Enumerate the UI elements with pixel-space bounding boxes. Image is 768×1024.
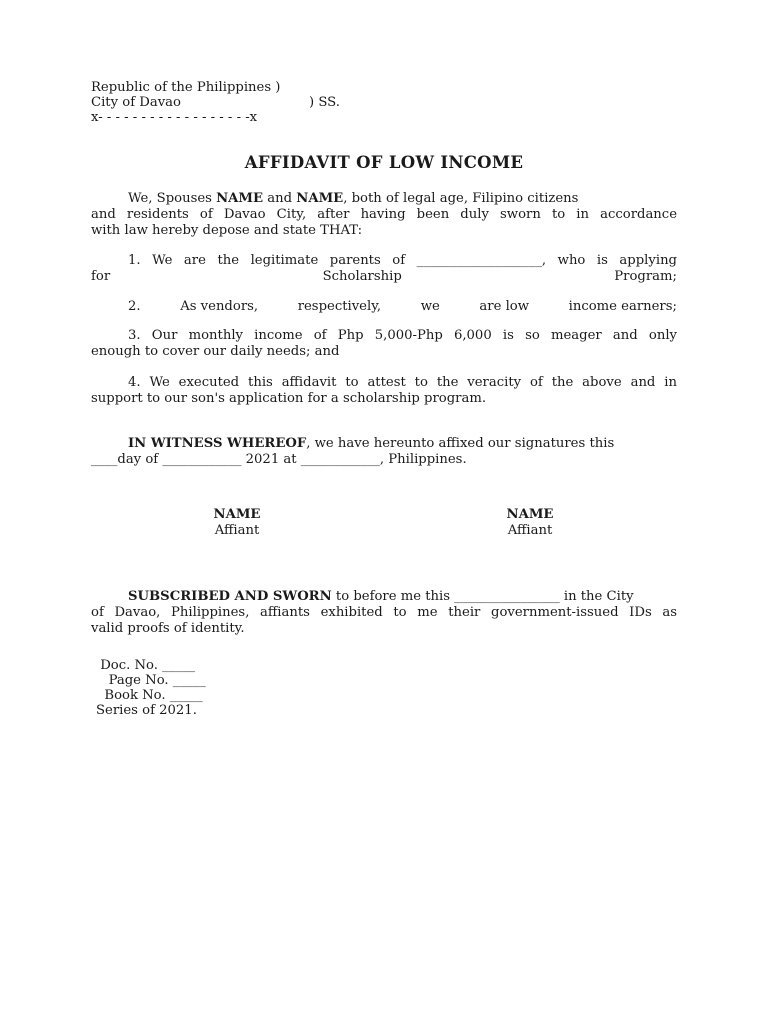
sworn-paragraph <box>91 589 677 637</box>
item-3-line-2: enough to cover our daily needs; and <box>91 344 340 359</box>
venue-city: City of Davao <box>91 95 181 110</box>
item-1-scholarship: Scholarship <box>322 269 402 284</box>
item-4 <box>91 375 677 407</box>
affiant-role-1: Affiant <box>214 523 260 538</box>
sworn-line-1 <box>91 589 677 605</box>
item-1-line-2 <box>91 269 677 285</box>
venue-separator: x- - - - - - - - - - - - - - - - - -x <box>91 110 258 125</box>
intro-line-2: and residents of Davao City, after having been duly sworn to in accordance <box>91 207 677 222</box>
item-4-line-2: support to our son's application for a scholarship program. <box>91 391 487 406</box>
item-3 <box>91 328 677 360</box>
affiant-role-2: Affiant <box>507 523 553 538</box>
spouse-name-2: NAME <box>296 191 344 206</box>
venue-block <box>91 80 411 125</box>
item-2-w1: As vendors, <box>180 299 259 314</box>
intro-and: and <box>267 191 293 206</box>
intro-paragraph <box>91 191 677 239</box>
intro-we-spouses: We, Spouses <box>128 191 212 206</box>
witness-line-1 <box>91 436 677 452</box>
item-2-num: 2. <box>128 299 141 314</box>
item-1-program: Program; <box>614 269 677 284</box>
signature-block-1 <box>177 507 297 539</box>
witness-line-2: ____day of ____________ 2021 at ____________, Philippines. <box>91 452 467 467</box>
book-no: Book No. _____ <box>96 688 203 703</box>
witness-rest: , we have hereunto affixed our signatures this <box>306 436 615 451</box>
spouse-name-1: NAME <box>216 191 264 206</box>
sworn-line-2: of Davao, Philippines, affiants exhibited to me their government-issued IDs as <box>91 605 677 620</box>
affiant-name-1: NAME <box>213 507 261 522</box>
venue-ss: ) SS. <box>309 95 340 110</box>
item-4-line-1: 4. We executed this affidavit to attest to the veracity of the above and in <box>128 375 677 390</box>
signature-block-2 <box>470 507 590 539</box>
notarial-register <box>96 658 206 718</box>
item-2-w3: we <box>420 299 440 314</box>
affiant-name-2: NAME <box>506 507 554 522</box>
intro-line-3: with law hereby depose and state THAT: <box>91 223 363 238</box>
intro-line-1 <box>91 191 677 207</box>
sworn-heading: SUBSCRIBED AND SWORN <box>128 589 332 604</box>
item-3-line-1: 3. Our monthly income of Php 5,000-Php 6,000 is so meager and only <box>128 328 677 343</box>
sworn-rest: to before me this ________________ in the City <box>331 589 634 604</box>
item-2-w4: are low <box>479 299 530 314</box>
item-2 <box>91 299 677 315</box>
witness-heading: IN WITNESS WHEREOF <box>128 436 307 451</box>
item-1-for: for <box>91 269 111 284</box>
item-1 <box>91 253 677 285</box>
item-1-line-1: 1. We are the legitimate parents of ___________________, who is applying <box>128 253 677 268</box>
intro-rest: , both of legal age, Filipino citizens <box>343 191 579 206</box>
item-2-w5: income earners; <box>568 299 677 314</box>
sworn-line-3: valid proofs of identity. <box>91 621 245 636</box>
item-2-w2: respectively, <box>297 299 382 314</box>
document-title: AFFIDAVIT OF LOW INCOME <box>244 153 524 172</box>
series: Series of 2021. <box>96 703 197 718</box>
witness-paragraph <box>91 436 677 468</box>
doc-no: Doc. No. _____ <box>96 658 196 673</box>
page-no: Page No. _____ <box>96 673 206 688</box>
venue-republic: Republic of the Philippines ) <box>91 80 281 95</box>
